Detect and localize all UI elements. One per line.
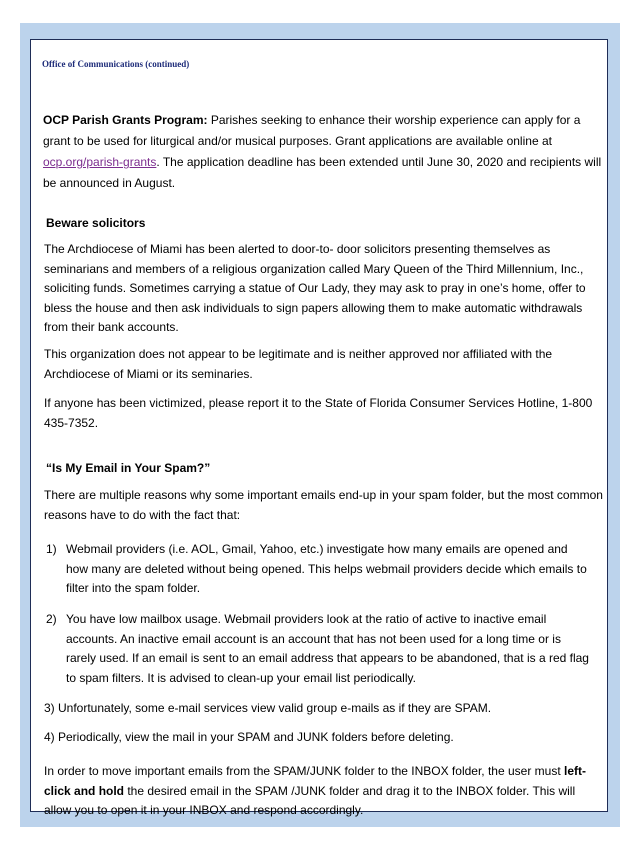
spam-list-item-1	[46, 540, 591, 599]
list-item-text: Webmail providers (i.e. AOL, Gmail, Yahoo, etc.) investigate how many emails are opened and how many are deleted without being opened. This helps webmail providers decide which emails to filter into the spam folder.	[66, 542, 587, 595]
closing-bold-text: left-click and hold	[44, 764, 586, 798]
solicitors-paragraph-2: This organization does not appear to be legitimate and is neither approved nor affiliated with the Archdiocese of Miami or its seminaries.	[44, 347, 553, 381]
grants-lead: OCP Parish Grants Program:	[43, 113, 208, 127]
list-number: 1)	[46, 542, 57, 556]
list-number: 2)	[46, 612, 57, 626]
grants-link[interactable]: ocp.org/parish-grants	[43, 155, 157, 169]
spam-intro: There are multiple reasons why some important emails end-up in your spam folder, but the most common reasons have to do with the fact that:	[44, 488, 603, 522]
grants-paragraph	[43, 110, 605, 194]
closing-text-end: the desired email in the SPAM /JUNK folder and drag it to the INBOX folder. This will allow you to open it in your INBOX and respond accordingly.	[44, 783, 576, 817]
spam-heading: “Is My Email in Your Spam?”	[46, 461, 211, 475]
closing-text: In order to move important emails from the SPAM/JUNK folder to the INBOX folder, the user must	[44, 764, 564, 778]
grants-text: Parishes seeking to enhance their worship experience can apply for a grant to be used for liturgical and/or musical purposes. Grant applications are available online at	[43, 113, 581, 148]
page-frame	[20, 23, 620, 827]
document-page	[30, 39, 608, 817]
section-header: Office of Communications (continued)	[42, 59, 190, 69]
solicitors-paragraph-1: The Archdiocese of Miami has been alerted to door-to- door solicitors presenting themselves as seminarians and members of a religious organization called Mary Queen of the Third Millennium, Inc., soliciting funds. Sometimes carrying a statue of Our Lady, they may ask to pray in one’s home, offer to bless the house and then ask individuals to sign papers allowing them to make automatic withdrawals from their bank accounts.	[44, 242, 586, 334]
solicitors-paragraph-3: If anyone has been victimized, please report it to the State of Florida Consumer Services Hotline, 1-800 435-7352.	[44, 396, 593, 430]
spam-list-item-4: 4) Periodically, view the mail in your SPAM and JUNK folders before deleting.	[44, 730, 454, 744]
grants-text-end: . The application deadline has been extended until June 30, 2020 and recipients will be announced in August.	[43, 155, 602, 190]
spam-closing-paragraph	[44, 762, 604, 821]
spam-list-item-3: 3) Unfortunately, some e-mail services view valid group e-mails as if they are SPAM.	[44, 701, 492, 715]
spam-list-item-2	[46, 610, 591, 688]
list-item-text: You have low mailbox usage. Webmail providers look at the ratio of active to inactive email accounts. An inactive email account is an account that has not been used for a long time or is rarely used. If an email is sent to an email address that appears to be abandoned, that is a red flag to spam filters. It is advised to clean-up your email list periodically.	[66, 612, 589, 685]
solicitors-heading: Beware solicitors	[46, 216, 146, 230]
